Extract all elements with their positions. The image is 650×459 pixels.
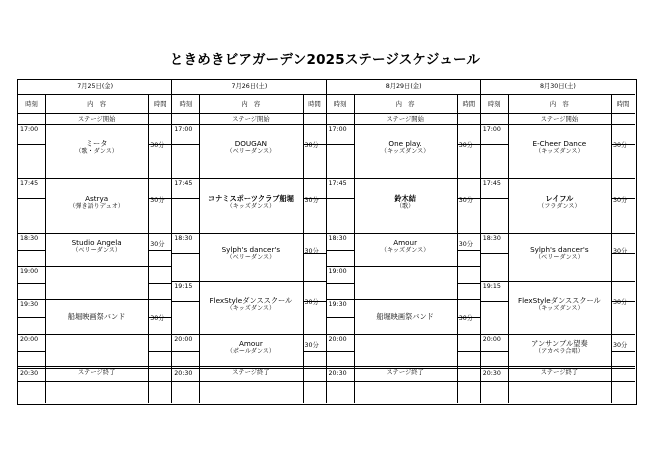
slot-duration bbox=[150, 349, 171, 357]
row-divider bbox=[481, 233, 635, 234]
stage-start-label: ステージ開始 bbox=[386, 116, 424, 123]
row-divider bbox=[18, 198, 45, 199]
day-date-header: 7月25日(金) bbox=[77, 83, 114, 90]
slot-time: 20:00 bbox=[174, 336, 193, 343]
column-divider bbox=[148, 381, 149, 403]
row-divider bbox=[18, 299, 172, 300]
header-content: 内 容 bbox=[549, 101, 569, 108]
slot-time: 19:30 bbox=[328, 301, 347, 308]
row-divider bbox=[18, 381, 172, 382]
row-divider bbox=[481, 178, 635, 179]
row-divider bbox=[18, 317, 45, 318]
slot-time: 18:30 bbox=[328, 235, 347, 242]
row-divider bbox=[327, 381, 481, 382]
header-time: 時刻 bbox=[333, 101, 347, 108]
slot-time: 17:00 bbox=[328, 126, 347, 133]
slot-duration: 30分 bbox=[150, 142, 165, 149]
header-time: 時刻 bbox=[487, 101, 501, 108]
slot-duration: 30分 bbox=[304, 142, 319, 149]
row-divider bbox=[148, 250, 172, 251]
performer-name bbox=[354, 347, 457, 356]
slot-duration: 30分 bbox=[613, 342, 628, 349]
day-date-header: 8月30日(土) bbox=[539, 83, 576, 90]
performer-genre: （アカペラ合唱） bbox=[535, 348, 584, 355]
row-divider bbox=[18, 178, 172, 179]
slot-time: 17:45 bbox=[482, 180, 501, 187]
performer-name bbox=[354, 279, 457, 288]
performer-genre: （キッズダンス） bbox=[535, 304, 584, 312]
slot-duration: 30分 bbox=[613, 298, 628, 306]
performer-name bbox=[45, 279, 148, 288]
row-divider bbox=[481, 351, 508, 352]
column-divider bbox=[457, 381, 458, 403]
row-divider bbox=[18, 334, 172, 335]
column-divider bbox=[508, 94, 509, 381]
header-duration: 時間 bbox=[616, 101, 630, 108]
stage-end-label: ステージ終了 bbox=[77, 369, 116, 376]
performer-genre: （ポールダンス） bbox=[226, 348, 275, 355]
day-date-header: 7月26日(土) bbox=[231, 83, 268, 90]
slot-duration: 30分 bbox=[150, 240, 165, 248]
row-divider bbox=[327, 144, 354, 145]
header-content: 内 容 bbox=[87, 101, 107, 108]
slot-time: 20:00 bbox=[482, 336, 501, 343]
row-divider bbox=[172, 281, 326, 282]
performer-genre: （キッズダンス） bbox=[226, 202, 276, 210]
end-time: 20:30 bbox=[20, 370, 39, 377]
slot-duration: 30分 bbox=[613, 248, 628, 255]
row-divider bbox=[327, 233, 481, 234]
performer-name: 船堀映画祭バンド bbox=[376, 311, 434, 321]
column-divider bbox=[148, 94, 149, 381]
row-divider bbox=[327, 283, 354, 284]
performer-name: アンサンブル望奏 bbox=[531, 339, 588, 348]
column-divider bbox=[199, 381, 200, 403]
performer-genre: （キッズダンス） bbox=[380, 148, 430, 155]
performer-genre: （ベリーダンス） bbox=[226, 148, 276, 155]
row-divider bbox=[481, 253, 508, 254]
performer-name: Astrya bbox=[85, 193, 109, 203]
row-divider bbox=[303, 351, 327, 352]
header-duration: 時間 bbox=[153, 101, 167, 108]
row-divider bbox=[18, 250, 45, 251]
slot-time: 19:00 bbox=[20, 268, 39, 275]
row-divider bbox=[18, 283, 45, 284]
performer-name: コナミスポーツクラブ船堀 bbox=[207, 193, 294, 203]
performer-genre: （ベリーダンス） bbox=[72, 246, 121, 254]
performer-genre: （歌・ダンス） bbox=[75, 148, 118, 155]
end-time: 20:30 bbox=[482, 370, 501, 377]
stage-end-label: ステージ終了 bbox=[386, 369, 424, 376]
performer-genre: （キッズダンス） bbox=[535, 148, 584, 155]
slot-duration bbox=[459, 281, 480, 289]
stage-start-label: ステージ開始 bbox=[232, 116, 270, 123]
end-row-separator bbox=[18, 366, 635, 367]
slot-time: 18:30 bbox=[174, 235, 193, 242]
slot-duration: 30分 bbox=[458, 314, 474, 322]
row-divider bbox=[481, 301, 508, 302]
row-divider bbox=[172, 233, 326, 234]
schedule-table bbox=[17, 79, 637, 405]
row-divider bbox=[327, 178, 481, 179]
performer-name: FlexStyleダンススクール bbox=[517, 295, 601, 305]
column-divider bbox=[354, 94, 355, 381]
row-divider bbox=[18, 266, 172, 267]
row-divider bbox=[481, 144, 508, 145]
slot-duration: 30分 bbox=[150, 196, 165, 204]
day-separator bbox=[480, 80, 481, 403]
slot-time: 19:15 bbox=[174, 283, 193, 290]
slot-time: 19:15 bbox=[482, 283, 501, 290]
slot-duration bbox=[459, 349, 480, 357]
performer-name: DOUGAN bbox=[234, 139, 268, 148]
performer-genre: （ベリーダンス） bbox=[226, 254, 276, 261]
row-divider bbox=[327, 334, 481, 335]
slot-time: 18:30 bbox=[482, 235, 501, 242]
row-divider bbox=[172, 178, 326, 179]
row-divider bbox=[172, 253, 199, 254]
row-divider bbox=[18, 233, 172, 234]
day-separator bbox=[171, 80, 172, 403]
row-divider bbox=[481, 281, 635, 282]
performer-genre: （弾き語りデュオ） bbox=[69, 202, 124, 210]
row-divider bbox=[327, 317, 354, 318]
slot-time: 19:30 bbox=[20, 301, 39, 308]
performer-genre: （キッズダンス） bbox=[380, 246, 430, 254]
column-divider bbox=[303, 94, 304, 381]
performer-name bbox=[45, 347, 148, 356]
slot-duration: 30分 bbox=[304, 196, 319, 204]
slot-time: 17:00 bbox=[20, 126, 39, 133]
performer-name: Studio Angela bbox=[71, 237, 122, 247]
header-content: 内 容 bbox=[241, 101, 261, 108]
stage-start-label: ステージ開始 bbox=[77, 116, 116, 123]
slot-duration bbox=[150, 281, 171, 289]
performer-name: FlexStyleダンススクール bbox=[209, 295, 293, 305]
row-divider bbox=[172, 301, 199, 302]
row-divider bbox=[18, 351, 45, 352]
performer-genre: （フラダンス） bbox=[538, 202, 581, 210]
slot-duration: 30分 bbox=[150, 314, 165, 322]
row-divider bbox=[172, 334, 326, 335]
slot-duration: 30分 bbox=[304, 298, 319, 306]
performer-genre: （ベリーダンス） bbox=[535, 254, 584, 261]
slot-time: 17:45 bbox=[20, 180, 39, 187]
row-divider bbox=[18, 144, 45, 145]
slot-time: 17:45 bbox=[174, 180, 193, 187]
row-divider bbox=[457, 250, 481, 251]
performer-name: Sylph's dancer's bbox=[221, 245, 281, 254]
header-content: 内 容 bbox=[395, 101, 415, 108]
slot-time: 17:00 bbox=[174, 126, 193, 133]
performer-name: One play. bbox=[388, 139, 422, 148]
performer-name: ミータ bbox=[85, 139, 108, 148]
row-divider bbox=[327, 250, 354, 251]
column-divider bbox=[457, 94, 458, 381]
slot-time: 17:45 bbox=[328, 180, 347, 187]
stage-start-label: ステージ開始 bbox=[540, 116, 579, 123]
slot-duration: 30分 bbox=[458, 240, 474, 248]
performer-name: 船堀映画祭バンド bbox=[67, 311, 126, 321]
slot-duration: 30分 bbox=[613, 196, 628, 204]
performer-name: Amour bbox=[393, 237, 418, 247]
header-separator bbox=[18, 113, 635, 114]
header-time: 時刻 bbox=[179, 101, 193, 108]
slot-time: 18:30 bbox=[20, 235, 39, 242]
column-divider bbox=[508, 381, 509, 403]
slot-time: 20:00 bbox=[328, 336, 347, 343]
stage-end-label: ステージ終了 bbox=[232, 369, 270, 376]
slot-time: 20:00 bbox=[20, 336, 39, 343]
slot-duration: 30分 bbox=[613, 142, 628, 149]
row-divider bbox=[172, 351, 199, 352]
slot-duration: 30分 bbox=[304, 342, 319, 349]
end-time: 20:30 bbox=[174, 370, 193, 377]
row-divider bbox=[172, 381, 326, 382]
column-divider bbox=[354, 381, 355, 403]
row-divider bbox=[327, 198, 354, 199]
performer-name: Amour bbox=[238, 339, 263, 348]
row-divider bbox=[481, 381, 635, 382]
performer-name: 鈴木結 bbox=[394, 193, 416, 203]
performer-genre: （歌） bbox=[395, 202, 415, 210]
row-divider bbox=[481, 334, 635, 335]
row-divider bbox=[327, 299, 481, 300]
header-time: 時刻 bbox=[25, 101, 38, 108]
column-divider bbox=[611, 381, 612, 403]
column-divider bbox=[199, 94, 200, 381]
page-title: ときめきビアガーデン2025ステージスケジュール bbox=[169, 52, 481, 68]
row-divider bbox=[327, 266, 481, 267]
performer-name: レイフル bbox=[545, 193, 574, 203]
slot-time: 19:00 bbox=[328, 268, 347, 275]
end-time: 20:30 bbox=[328, 370, 347, 377]
row-divider bbox=[481, 198, 508, 199]
header-duration: 時間 bbox=[462, 101, 476, 108]
stage-end-label: ステージ終了 bbox=[540, 369, 579, 376]
day-date-header: 8月29日(金) bbox=[385, 83, 422, 90]
slot-time: 17:00 bbox=[482, 126, 501, 133]
slot-duration: 30分 bbox=[458, 142, 474, 149]
column-divider bbox=[45, 94, 46, 381]
performer-name: E-Cheer Dance bbox=[532, 139, 587, 148]
header-duration: 時間 bbox=[308, 101, 321, 108]
slot-duration: 30分 bbox=[458, 196, 474, 204]
column-divider bbox=[303, 381, 304, 403]
row-divider bbox=[327, 351, 354, 352]
day-separator bbox=[326, 80, 327, 403]
row-divider bbox=[611, 351, 635, 352]
column-divider bbox=[611, 94, 612, 381]
slot-duration: 30分 bbox=[304, 248, 319, 255]
performer-genre: （キッズダンス） bbox=[226, 304, 276, 312]
row-divider bbox=[172, 144, 199, 145]
row-divider bbox=[172, 198, 199, 199]
column-divider bbox=[45, 381, 46, 403]
performer-name: Sylph's dancer's bbox=[530, 245, 589, 254]
